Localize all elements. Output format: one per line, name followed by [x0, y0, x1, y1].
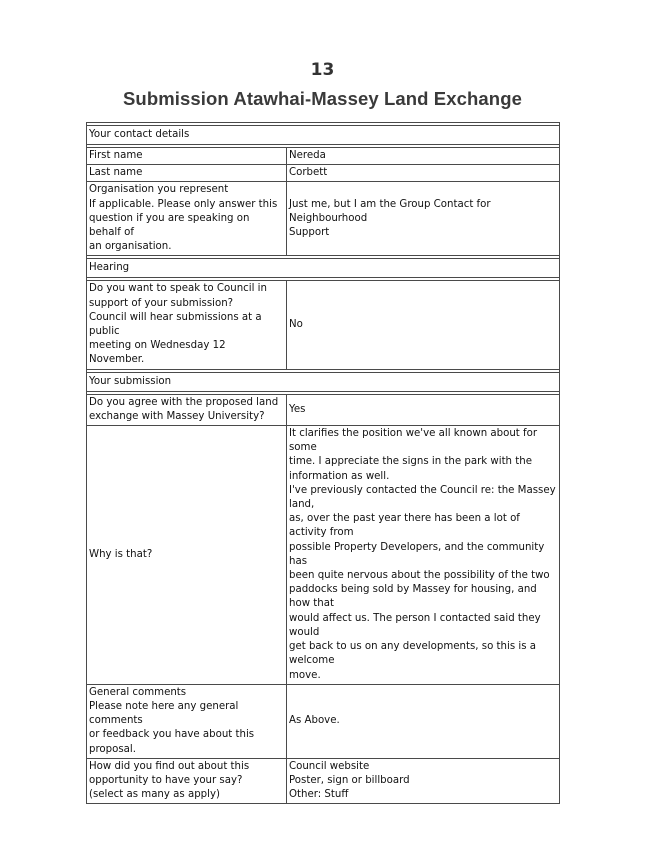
value-line: been quite nervous about the possibility of the two	[289, 570, 550, 582]
field-value	[287, 426, 560, 685]
field-label	[87, 281, 287, 369]
label-line: Council will hear submissions at a public	[89, 311, 262, 338]
value-line: As Above.	[289, 715, 340, 727]
field-label	[87, 394, 287, 425]
value-line: It clarifies the position we've all known about for some	[289, 428, 538, 454]
value-line: would affect us. The person I contacted said they would	[289, 612, 541, 638]
field-value	[287, 148, 560, 165]
label-line: Please note here any general comments	[89, 700, 239, 727]
value-line: Yes	[289, 403, 306, 415]
label-line: support of your submission?	[89, 297, 234, 309]
value-line: No	[289, 318, 303, 330]
page-title: Submission Atawhai-Massey Land Exchange	[122, 88, 522, 109]
value-line: Just me, but I am the Group Contact for Neighbourhood	[289, 198, 491, 224]
value-line: Nereda	[289, 150, 326, 161]
field-value	[287, 281, 560, 369]
value-line: time. I appreciate the signs in the park with the	[289, 456, 532, 468]
label-line: an organisation.	[89, 241, 172, 253]
field-value	[287, 684, 560, 758]
value-line: Other: Stuff	[289, 789, 349, 801]
label-line: meeting on Wednesday 12 November.	[89, 340, 226, 366]
field-label	[87, 182, 287, 256]
section-heading: Your contact details	[87, 126, 560, 145]
label-line: First name	[89, 150, 143, 161]
value-line: I've previously contacted the Council re: the Massey land,	[289, 484, 556, 511]
field-label	[87, 426, 287, 685]
value-line: Support	[289, 227, 330, 239]
label-line: (select as many as apply)	[89, 789, 220, 801]
value-line: Poster, sign or billboard	[289, 774, 410, 786]
section-heading-your-submission	[87, 372, 560, 391]
value-line: get back to us on any developments, so this is a welcome	[289, 641, 536, 667]
label-line: How did you find out about this	[89, 760, 250, 772]
value-line: possible Property Developers, and the community has	[289, 541, 545, 567]
value-line: Council website	[289, 760, 370, 772]
label-line: exchange with Massey University?	[89, 410, 265, 422]
value-line: move.	[289, 669, 321, 681]
field-value	[287, 165, 560, 182]
label-line: Do you want to speak to Council in	[89, 283, 267, 295]
value-line: as, over the past year there has been a lot of activity from	[289, 513, 520, 539]
label-line: Organisation you represent	[89, 184, 229, 196]
label-line: Last name	[89, 167, 143, 179]
label-line: If applicable. Please only answer this	[89, 198, 278, 210]
label-line: Do you agree with the proposed land	[89, 396, 279, 408]
field-value	[287, 394, 560, 425]
value-line: paddocks being sold by Massey for housing, and how that	[289, 584, 537, 610]
value-line: information as well.	[289, 470, 390, 482]
field-label	[87, 758, 287, 804]
field-row-last-name	[87, 165, 560, 182]
field-label	[87, 684, 287, 758]
label-line: or feedback you have about this proposal.	[89, 729, 255, 755]
field-row-organisation	[87, 182, 560, 256]
label-line: question if you are speaking on behalf of	[89, 212, 250, 239]
label-line: Why is that?	[89, 548, 153, 560]
section-heading: Your submission	[87, 372, 560, 391]
section-heading-contact-details	[87, 126, 560, 145]
field-value	[287, 182, 560, 256]
field-row-agree-exchange	[87, 394, 560, 425]
label-line: opportunity to have your say?	[89, 774, 243, 786]
field-row-speak-to-council	[87, 281, 560, 369]
label-line: General comments	[89, 686, 187, 698]
field-row-why	[87, 426, 560, 685]
field-row-how-found-out	[87, 758, 560, 804]
field-row-first-name	[87, 148, 560, 165]
field-value	[287, 758, 560, 804]
page-number: 13	[310, 60, 335, 80]
value-line: Corbett	[289, 167, 328, 179]
submission-form-table	[86, 122, 560, 804]
field-label	[87, 148, 287, 165]
field-label	[87, 165, 287, 182]
field-row-general-comments	[87, 684, 560, 758]
section-heading: Hearing	[87, 259, 560, 278]
section-heading-hearing	[87, 259, 560, 278]
